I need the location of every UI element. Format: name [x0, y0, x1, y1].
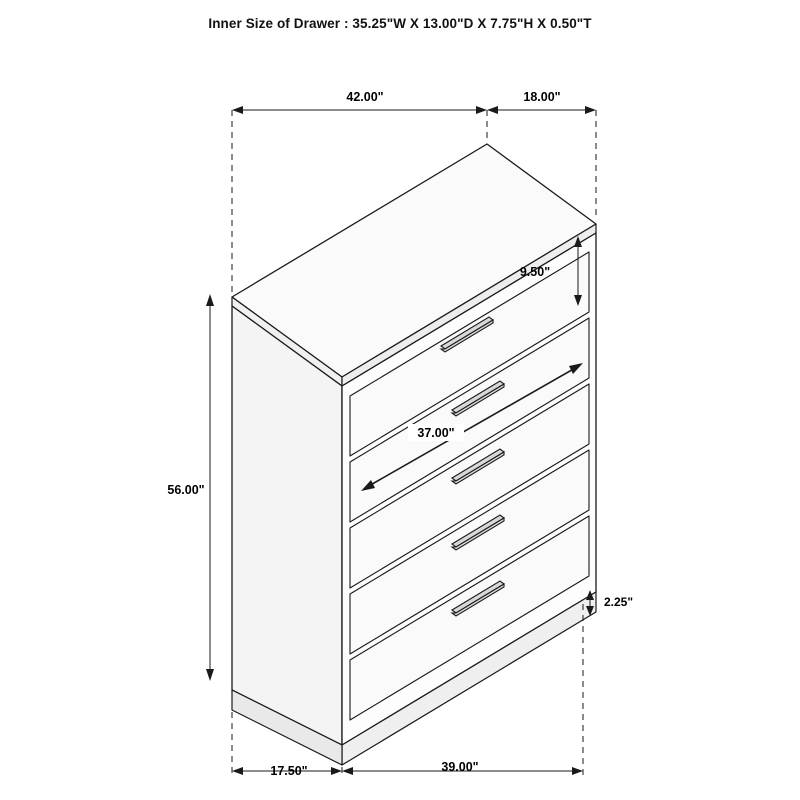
dim-label-diagonal: 37.00" — [417, 426, 455, 440]
arrow-base-width-right — [572, 767, 583, 775]
dim-label-base-depth: 17.50" — [270, 764, 308, 778]
page-title: Inner Size of Drawer : 35.25"W X 13.00"D X 7.75"H X 0.50"T — [208, 16, 592, 31]
dim-label-top-depth: 18.00" — [523, 90, 561, 104]
arrow-base-depth-right — [331, 767, 342, 775]
arrow-height-down — [206, 669, 214, 681]
arrow-top-depth-right — [585, 106, 596, 114]
dim-label-base-width: 39.00" — [441, 760, 479, 774]
arrow-top-width-left — [232, 106, 243, 114]
arrow-height-up — [206, 294, 214, 306]
dim-label-top-width: 42.00" — [346, 90, 384, 104]
dim-label-top-gap: 9.50" — [519, 265, 551, 279]
arrow-top-depth-left — [487, 106, 498, 114]
dim-label-base-height: 2.25" — [604, 595, 634, 609]
chest-illustration — [232, 144, 596, 765]
arrow-base-width-left — [342, 767, 353, 775]
dim-label-height: 56.00" — [167, 483, 205, 497]
arrow-top-width-right — [476, 106, 487, 114]
arrow-base-depth-left — [232, 767, 243, 775]
